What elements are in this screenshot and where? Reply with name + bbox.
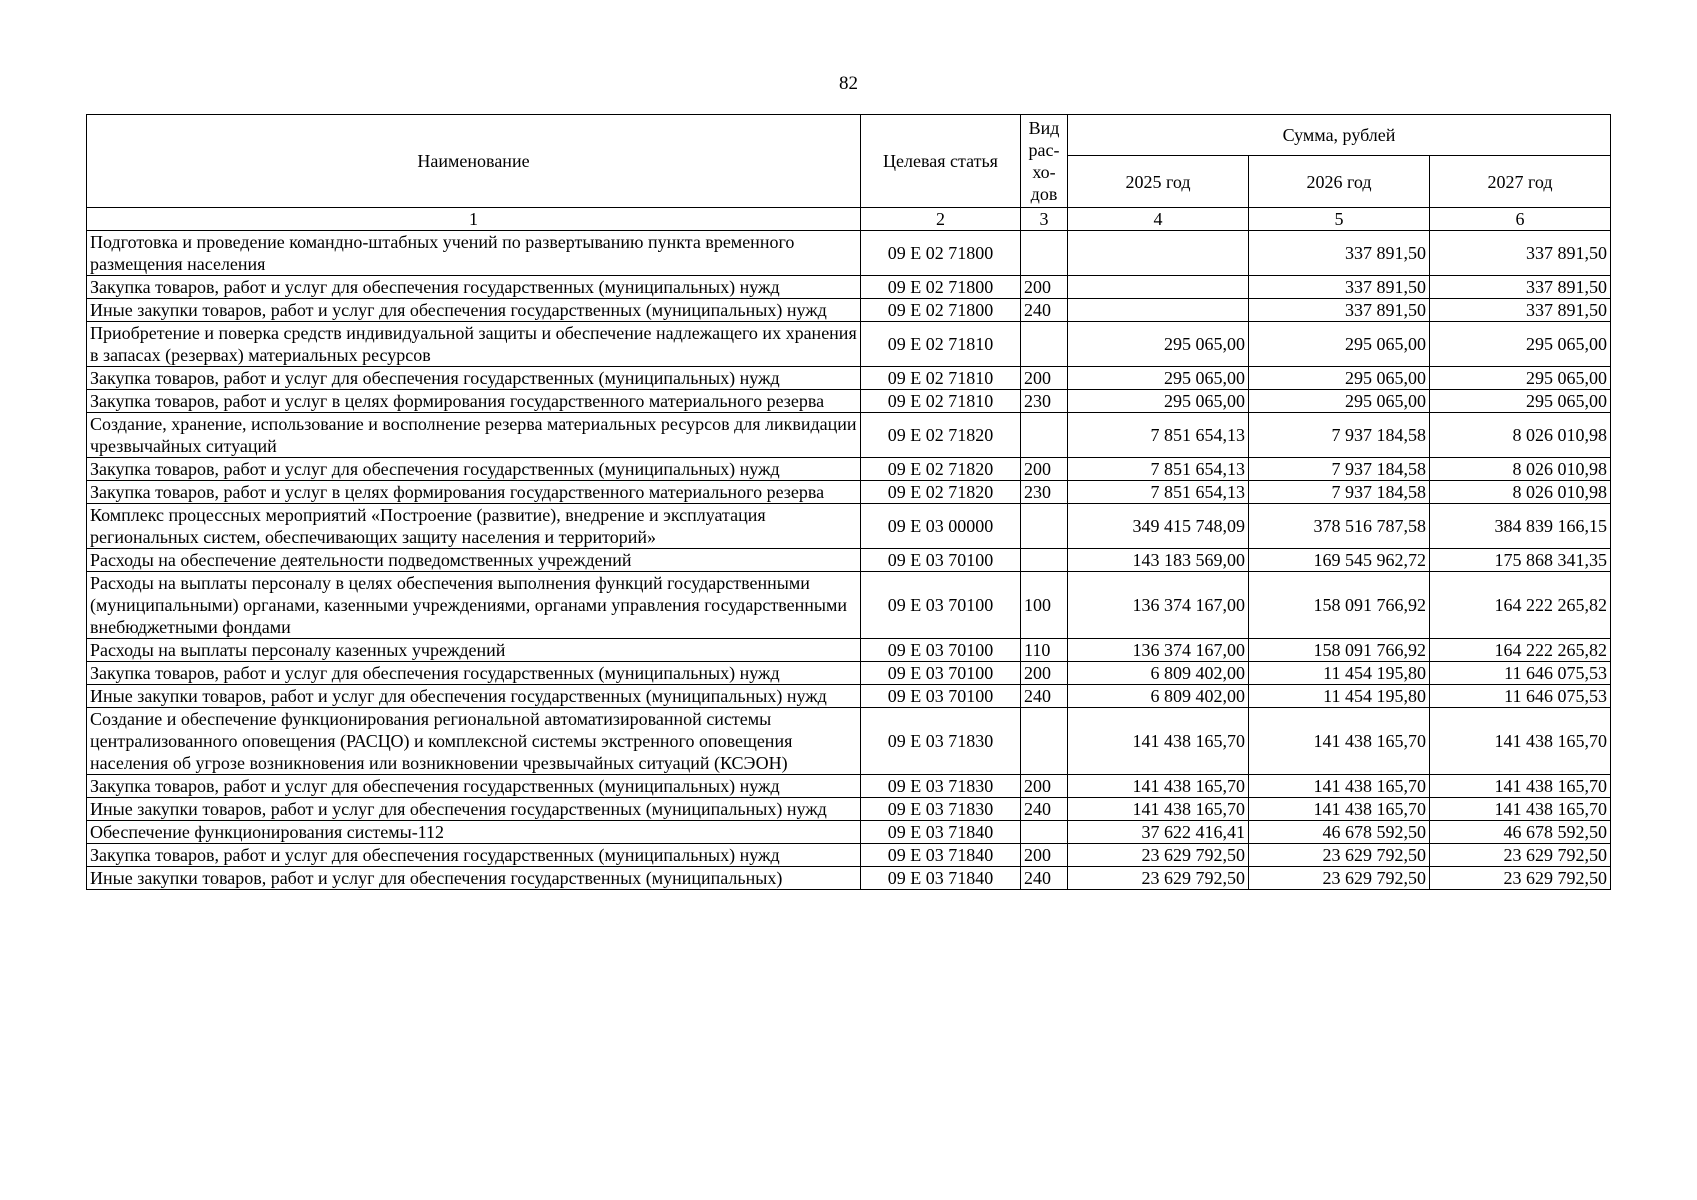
row-target-article: 09 Е 02 71810 [861, 367, 1021, 390]
row-name: Закупка товаров, работ и услуг для обеспечения государственных (муниципальных) нужд [87, 844, 861, 867]
table-row [87, 821, 1611, 844]
row-target-article: 09 Е 03 70100 [861, 639, 1021, 662]
row-amount-2027: 141 438 165,70 [1430, 775, 1611, 798]
row-amount-2025: 141 438 165,70 [1068, 798, 1249, 821]
row-target-article: 09 Е 02 71820 [861, 481, 1021, 504]
row-amount-2025: 295 065,00 [1068, 367, 1249, 390]
row-expense-type [1021, 549, 1068, 572]
table-row [87, 504, 1611, 549]
row-target-article: 09 Е 03 00000 [861, 504, 1021, 549]
table-row [87, 322, 1611, 367]
row-amount-2026: 7 937 184,58 [1249, 413, 1430, 458]
row-target-article: 09 Е 02 71810 [861, 390, 1021, 413]
row-name: Закупка товаров, работ и услуг для обеспечения государственных (муниципальных) нужд [87, 458, 861, 481]
table-row [87, 867, 1611, 890]
row-expense-type: 240 [1021, 867, 1068, 890]
row-amount-2025: 7 851 654,13 [1068, 481, 1249, 504]
row-amount-2027: 384 839 166,15 [1430, 504, 1611, 549]
row-target-article: 09 Е 02 71800 [861, 231, 1021, 276]
row-amount-2025 [1068, 299, 1249, 322]
table-row [87, 685, 1611, 708]
row-name: Закупка товаров, работ и услуг для обеспечения государственных (муниципальных) нужд [87, 367, 861, 390]
row-expense-type [1021, 413, 1068, 458]
row-expense-type [1021, 821, 1068, 844]
row-name: Закупка товаров, работ и услуг в целях формирования государственного материального резерва [87, 481, 861, 504]
row-amount-2026: 141 438 165,70 [1249, 708, 1430, 775]
row-expense-type: 200 [1021, 662, 1068, 685]
row-name: Приобретение и поверка средств индивидуальной защиты и обеспечение надлежащего их хранения в запасах (резервах) материальных ресурсов [87, 322, 861, 367]
row-amount-2025: 295 065,00 [1068, 390, 1249, 413]
row-expense-type: 200 [1021, 775, 1068, 798]
row-expense-type [1021, 322, 1068, 367]
row-expense-type: 200 [1021, 458, 1068, 481]
column-number-row [87, 208, 1611, 231]
row-amount-2026: 7 937 184,58 [1249, 481, 1430, 504]
column-number: 1 [87, 208, 861, 231]
row-amount-2027: 295 065,00 [1430, 367, 1611, 390]
row-amount-2026: 158 091 766,92 [1249, 639, 1430, 662]
row-amount-2027: 11 646 075,53 [1430, 685, 1611, 708]
row-target-article: 09 Е 02 71810 [861, 322, 1021, 367]
table-row [87, 299, 1611, 322]
row-amount-2025: 7 851 654,13 [1068, 413, 1249, 458]
row-name: Закупка товаров, работ и услуг в целях формирования государственного материального резерва [87, 390, 861, 413]
row-name: Расходы на выплаты персоналу в целях обеспечения выполнения функций государственными (муниципальными) органами, казенными учреждениями, органами управления государственными внебюджетными фондами [87, 572, 861, 639]
row-target-article: 09 Е 03 71830 [861, 708, 1021, 775]
row-amount-2025: 136 374 167,00 [1068, 572, 1249, 639]
table-row [87, 458, 1611, 481]
row-amount-2025 [1068, 231, 1249, 276]
row-amount-2026: 11 454 195,80 [1249, 662, 1430, 685]
row-amount-2026: 295 065,00 [1249, 390, 1430, 413]
row-amount-2026: 23 629 792,50 [1249, 867, 1430, 890]
row-amount-2025: 23 629 792,50 [1068, 844, 1249, 867]
row-name: Закупка товаров, работ и услуг для обеспечения государственных (муниципальных) нужд [87, 662, 861, 685]
row-name: Обеспечение функционирования системы-112 [87, 821, 861, 844]
row-expense-type [1021, 504, 1068, 549]
row-expense-type: 110 [1021, 639, 1068, 662]
row-amount-2026: 295 065,00 [1249, 322, 1430, 367]
row-amount-2027: 8 026 010,98 [1430, 458, 1611, 481]
header-expense-type: Вид рас-хо-дов [1021, 115, 1068, 208]
row-name: Иные закупки товаров, работ и услуг для обеспечения государственных (муниципальных) нужд [87, 299, 861, 322]
row-amount-2026: 337 891,50 [1249, 299, 1430, 322]
row-expense-type: 200 [1021, 844, 1068, 867]
table-row [87, 231, 1611, 276]
header-year-2025: 2025 год [1068, 156, 1249, 208]
row-target-article: 09 Е 03 71830 [861, 798, 1021, 821]
table-row [87, 662, 1611, 685]
row-target-article: 09 Е 03 71840 [861, 821, 1021, 844]
row-expense-type: 240 [1021, 299, 1068, 322]
row-amount-2025: 143 183 569,00 [1068, 549, 1249, 572]
row-name: Расходы на выплаты персоналу казенных учреждений [87, 639, 861, 662]
row-target-article: 09 Е 03 70100 [861, 549, 1021, 572]
row-amount-2027: 164 222 265,82 [1430, 639, 1611, 662]
table-row [87, 775, 1611, 798]
row-amount-2027: 175 868 341,35 [1430, 549, 1611, 572]
row-amount-2026: 378 516 787,58 [1249, 504, 1430, 549]
table-row [87, 481, 1611, 504]
row-target-article: 09 Е 02 71820 [861, 458, 1021, 481]
row-amount-2025: 7 851 654,13 [1068, 458, 1249, 481]
row-target-article: 09 Е 03 70100 [861, 572, 1021, 639]
row-amount-2027: 164 222 265,82 [1430, 572, 1611, 639]
row-amount-2026: 141 438 165,70 [1249, 798, 1430, 821]
row-name: Создание и обеспечение функционирования региональной автоматизированной системы централизованного оповещения (РАСЦО) и комплексной системы экстренного оповещения населения об угрозе возникновения или возникновении чрезвычайных ситуаций (КСЭОН) [87, 708, 861, 775]
column-number: 2 [861, 208, 1021, 231]
row-amount-2026: 337 891,50 [1249, 276, 1430, 299]
row-amount-2025: 136 374 167,00 [1068, 639, 1249, 662]
row-name: Подготовка и проведение командно-штабных учений по развертыванию пункта временного размещения населения [87, 231, 861, 276]
row-amount-2025 [1068, 276, 1249, 299]
row-amount-2025: 141 438 165,70 [1068, 775, 1249, 798]
table-row [87, 639, 1611, 662]
row-amount-2027: 295 065,00 [1430, 390, 1611, 413]
row-amount-2027: 337 891,50 [1430, 299, 1611, 322]
row-amount-2027: 337 891,50 [1430, 231, 1611, 276]
row-amount-2025: 37 622 416,41 [1068, 821, 1249, 844]
row-target-article: 09 Е 03 71840 [861, 867, 1021, 890]
table-row [87, 276, 1611, 299]
row-amount-2026: 169 545 962,72 [1249, 549, 1430, 572]
row-amount-2027: 295 065,00 [1430, 322, 1611, 367]
header-row [87, 115, 1611, 156]
header-sum: Сумма, рублей [1068, 115, 1611, 156]
row-amount-2026: 46 678 592,50 [1249, 821, 1430, 844]
page-number: 82 [839, 73, 858, 94]
table-row [87, 572, 1611, 639]
row-amount-2027: 141 438 165,70 [1430, 708, 1611, 775]
row-expense-type [1021, 708, 1068, 775]
row-amount-2026: 295 065,00 [1249, 367, 1430, 390]
row-amount-2027: 46 678 592,50 [1430, 821, 1611, 844]
row-expense-type: 200 [1021, 276, 1068, 299]
row-target-article: 09 Е 03 70100 [861, 662, 1021, 685]
column-number: 4 [1068, 208, 1249, 231]
row-name: Комплекс процессных мероприятий «Построение (развитие), внедрение и эксплуатация региональных систем, обеспечивающих защиту населения и территорий» [87, 504, 861, 549]
row-expense-type: 230 [1021, 481, 1068, 504]
table-row [87, 390, 1611, 413]
row-name: Создание, хранение, использование и восполнение резерва материальных ресурсов для ликвидации чрезвычайных ситуаций [87, 413, 861, 458]
header-year-2027: 2027 год [1430, 156, 1611, 208]
row-target-article: 09 Е 03 71840 [861, 844, 1021, 867]
header-year-2026: 2026 год [1249, 156, 1430, 208]
row-amount-2026: 11 454 195,80 [1249, 685, 1430, 708]
row-amount-2025: 295 065,00 [1068, 322, 1249, 367]
row-amount-2025: 349 415 748,09 [1068, 504, 1249, 549]
table-row [87, 708, 1611, 775]
row-amount-2026: 7 937 184,58 [1249, 458, 1430, 481]
row-amount-2027: 8 026 010,98 [1430, 481, 1611, 504]
row-target-article: 09 Е 02 71820 [861, 413, 1021, 458]
row-expense-type [1021, 231, 1068, 276]
table-row [87, 413, 1611, 458]
column-number: 5 [1249, 208, 1430, 231]
row-amount-2025: 6 809 402,00 [1068, 662, 1249, 685]
header-target-article: Целевая статья [861, 115, 1021, 208]
row-amount-2025: 23 629 792,50 [1068, 867, 1249, 890]
row-expense-type: 230 [1021, 390, 1068, 413]
row-expense-type: 200 [1021, 367, 1068, 390]
row-amount-2026: 141 438 165,70 [1249, 775, 1430, 798]
row-amount-2027: 23 629 792,50 [1430, 867, 1611, 890]
row-target-article: 09 Е 02 71800 [861, 276, 1021, 299]
row-target-article: 09 Е 03 71830 [861, 775, 1021, 798]
row-expense-type: 240 [1021, 685, 1068, 708]
row-target-article: 09 Е 02 71800 [861, 299, 1021, 322]
row-name: Иные закупки товаров, работ и услуг для обеспечения государственных (муниципальных) нужд [87, 685, 861, 708]
row-amount-2027: 141 438 165,70 [1430, 798, 1611, 821]
table-row [87, 549, 1611, 572]
table-row [87, 798, 1611, 821]
row-target-article: 09 Е 03 70100 [861, 685, 1021, 708]
row-amount-2027: 337 891,50 [1430, 276, 1611, 299]
budget-table [86, 114, 1611, 890]
column-number: 3 [1021, 208, 1068, 231]
column-number: 6 [1430, 208, 1611, 231]
row-amount-2027: 8 026 010,98 [1430, 413, 1611, 458]
row-amount-2027: 23 629 792,50 [1430, 844, 1611, 867]
header-name: Наименование [87, 115, 861, 208]
row-name: Расходы на обеспечение деятельности подведомственных учреждений [87, 549, 861, 572]
row-expense-type: 240 [1021, 798, 1068, 821]
table-row [87, 367, 1611, 390]
row-name: Иные закупки товаров, работ и услуг для обеспечения государственных (муниципальных) [87, 867, 861, 890]
row-amount-2027: 11 646 075,53 [1430, 662, 1611, 685]
row-amount-2025: 6 809 402,00 [1068, 685, 1249, 708]
row-name: Закупка товаров, работ и услуг для обеспечения государственных (муниципальных) нужд [87, 775, 861, 798]
row-amount-2025: 141 438 165,70 [1068, 708, 1249, 775]
row-name: Иные закупки товаров, работ и услуг для обеспечения государственных (муниципальных) нужд [87, 798, 861, 821]
row-amount-2026: 337 891,50 [1249, 231, 1430, 276]
row-expense-type: 100 [1021, 572, 1068, 639]
row-amount-2026: 158 091 766,92 [1249, 572, 1430, 639]
row-amount-2026: 23 629 792,50 [1249, 844, 1430, 867]
row-name: Закупка товаров, работ и услуг для обеспечения государственных (муниципальных) нужд [87, 276, 861, 299]
table-row [87, 844, 1611, 867]
